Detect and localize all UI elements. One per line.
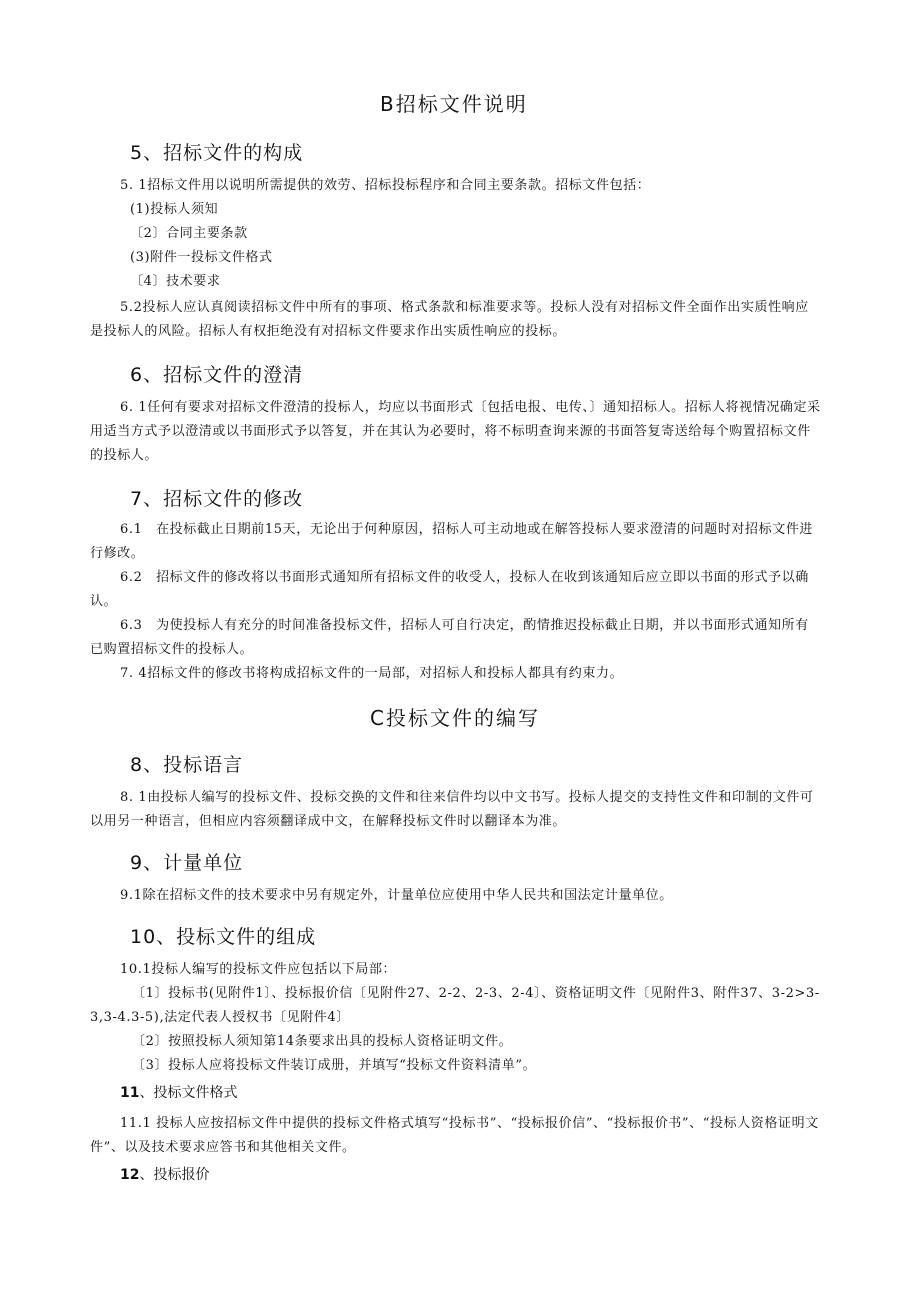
heading-12: 12、投标报价	[120, 1167, 210, 1183]
paragraph-9-1: 9.1除在招标文件的技术要求中另有规定外，计量单位应使用中华人民共和国法定计量单位。	[120, 888, 673, 903]
list-item-5-1: (1)投标人须知	[130, 202, 219, 217]
paragraph-11-1: 11.1 投标人应按招标文件中提供的投标文件格式填写“投标书”、“投标报价信”、“投标报价书”、“投标人资格证明文件”、以及技术要求应答书和其他相关文件。	[90, 1116, 819, 1155]
section-title-b: B招标文件说明	[380, 92, 528, 116]
heading-11: 11、投标文件格式	[120, 1085, 238, 1101]
list-item-10-2: 〔2〕按照投标人须知第14条要求出具的投标人资格证明文件。	[132, 1034, 513, 1049]
list-item-5-2: 〔2〕合同主要条款	[130, 226, 248, 241]
heading-10: 10、投标文件的组成	[130, 926, 317, 948]
list-item-10-3: 〔3〕投标人应将投标文件装订成册，并填写“投标文件资料清单”。	[132, 1058, 537, 1073]
paragraph-5-2: 5.2投标人应认真阅读招标文件中所有的事项、格式条款和标准要求等。投标人没有对招标文件全面作出实质性响应是投标人的风险。招标人有权拒绝没有对招标文件要求作出实质性响应的投标。	[90, 300, 809, 339]
paragraph-7-4: 7. 4招标文件的修改书将构成招标文件的一局部，对招标人和投标人都具有约束力。	[120, 666, 624, 681]
heading-5: 5、招标文件的构成	[130, 142, 304, 164]
list-item-5-4: 〔4〕技术要求	[130, 274, 221, 289]
paragraph-7-2: 6.2 招标文件的修改将以书面形式通知所有招标文件的收受人，投标人在收到该通知后应立即以书面的形式予以确认。	[90, 570, 809, 609]
list-item-5-3: (3)附件一投标文件格式	[130, 250, 273, 265]
paragraph-7-3: 6.3 为使投标人有充分的时间准备投标文件，招标人可自行决定，酌情推迟投标截止日期，并以书面形式通知所有已购置招标文件的投标人。	[90, 618, 809, 657]
section-title-c: C投标文件的编写	[370, 706, 540, 730]
heading-6: 6、招标文件的澄清	[130, 364, 304, 386]
list-item-10-1: 〔1〕投标书(见附件1〕、投标报价信〔见附件27、2-2、2-3、2-4〕、资格证明文件〔见附件3、附件37、3-2>3-3,3-4.3-5),法定代表人授权书〔见附件4〕	[90, 986, 820, 1025]
paragraph-8-1: 8. 1由投标人编写的投标文件、投标交换的文件和往来信件均以中文书写。投标人提交的支持性文件和印制的文件可以用另一种语言，但相应内容须翻译成中文，在解释投标文件时以翻译本为准。	[90, 790, 814, 829]
paragraph-7-1: 6.1 在投标截止日期前15天，无论出于何种原因，招标人可主动地或在解答投标人要求澄清的问题时对招标文件进行修改。	[90, 522, 814, 561]
paragraph-5-1: 5. 1招标文件用以说明所需提供的效劳、招标投标程序和合同主要条款。招标文件包括：	[120, 178, 651, 193]
heading-7: 7、招标文件的修改	[130, 488, 304, 510]
paragraph-6-1: 6. 1任何有要求对招标文件澄清的投标人，均应以书面形式〔包括电报、电传、〕通知招标人。招标人将视情况确定采用适当方式予以澄清或以书面形式予以答复，并在其认为必要时，将不标明查询来源的书面答复寄送给每个购置招标文件的投标人。	[90, 400, 821, 463]
heading-9: 9、计量单位	[130, 852, 244, 874]
paragraph-10-1: 10.1投标人编写的投标文件应包括以下局部：	[120, 962, 397, 977]
heading-8: 8、投标语言	[130, 754, 244, 776]
